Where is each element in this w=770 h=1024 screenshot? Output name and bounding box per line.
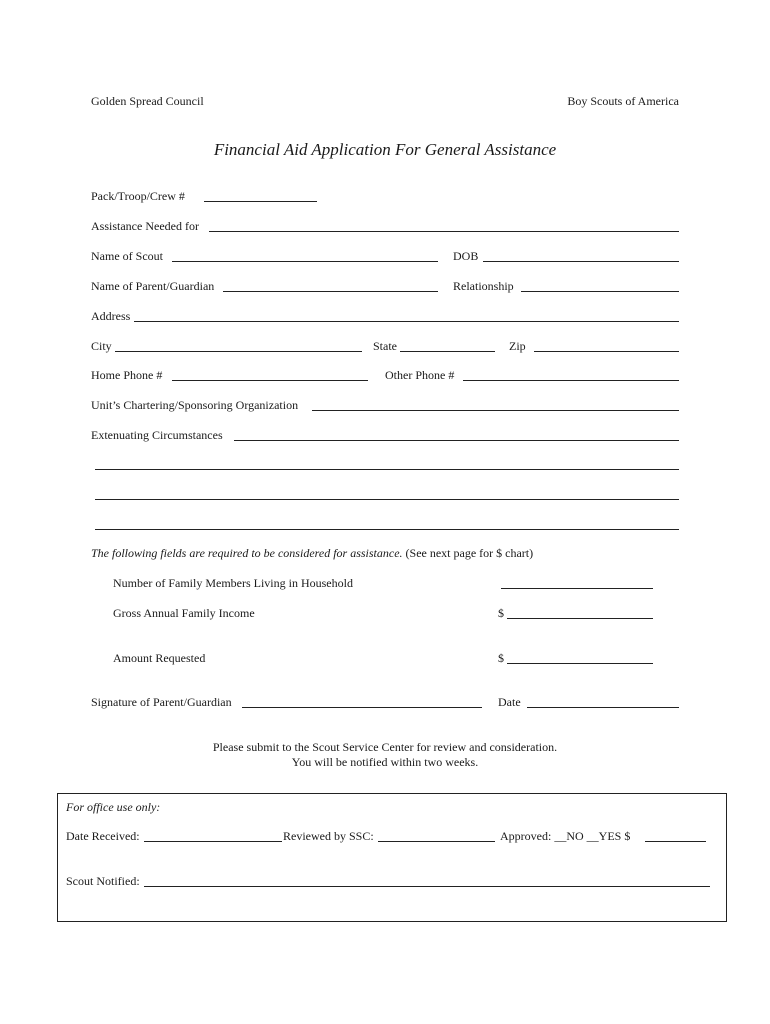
- city-input-line[interactable]: [115, 351, 362, 352]
- circumstances-input-line-4[interactable]: [95, 529, 679, 530]
- address-label: Address: [91, 309, 131, 323]
- pack-input-line[interactable]: [204, 201, 317, 202]
- other-phone-input-line[interactable]: [463, 380, 679, 381]
- address-input-line[interactable]: [134, 321, 679, 322]
- chartering-org-label: Unit’s Chartering/Sponsoring Organization: [91, 398, 299, 412]
- assistance-input-line[interactable]: [209, 231, 679, 232]
- state-input-line[interactable]: [400, 351, 495, 352]
- city-label: City: [91, 339, 112, 353]
- family-members-label: Number of Family Members Living in Household: [113, 576, 353, 590]
- required-note-italic: The following fields are required to be considered for assistance.: [91, 546, 403, 560]
- income-dollar-sign: $: [498, 606, 504, 620]
- chartering-org-input-line[interactable]: [312, 410, 679, 411]
- signature-label: Signature of Parent/Guardian: [91, 695, 232, 709]
- signature-date-input-line[interactable]: [527, 707, 679, 708]
- organization-name: Boy Scouts of America: [567, 94, 679, 108]
- date-received-label: Date Received:: [66, 829, 140, 843]
- zip-label: Zip: [509, 339, 526, 353]
- other-phone-label: Other Phone #: [385, 368, 455, 382]
- scout-name-input-line[interactable]: [172, 261, 438, 262]
- scout-name-label: Name of Scout: [91, 249, 163, 263]
- required-note: [91, 546, 533, 560]
- amount-label: Amount Requested: [113, 651, 206, 665]
- circumstances-input-line-1[interactable]: [234, 440, 679, 441]
- home-phone-label: Home Phone #: [91, 368, 163, 382]
- assistance-label: Assistance Needed for: [91, 219, 199, 233]
- dob-label: DOB: [453, 249, 479, 263]
- date-received-input-line[interactable]: [144, 841, 282, 842]
- page-title: Financial Aid Application For General Assistance: [213, 140, 557, 159]
- signature-input-line[interactable]: [242, 707, 482, 708]
- submit-instruction-1: Please submit to the Scout Service Center for review and consideration.: [212, 740, 558, 754]
- signature-date-label: Date: [498, 695, 521, 709]
- submit-instruction-2: You will be notified within two weeks.: [291, 755, 479, 769]
- circumstances-input-line-2[interactable]: [95, 469, 679, 470]
- council-name: Golden Spread Council: [91, 94, 204, 108]
- parent-name-label: Name of Parent/Guardian: [91, 279, 215, 293]
- circumstances-input-line-3[interactable]: [95, 499, 679, 500]
- approved-amount-input-line[interactable]: [645, 841, 706, 842]
- amount-dollar-sign: $: [498, 651, 504, 665]
- circumstances-label: Extenuating Circumstances: [91, 428, 223, 442]
- reviewed-by-input-line[interactable]: [378, 841, 495, 842]
- income-label: Gross Annual Family Income: [113, 606, 255, 620]
- dob-input-line[interactable]: [483, 261, 679, 262]
- amount-input-line[interactable]: [507, 663, 653, 664]
- pack-label: Pack/Troop/Crew #: [91, 189, 185, 203]
- parent-name-input-line[interactable]: [223, 291, 438, 292]
- reviewed-by-label: Reviewed by SSC:: [283, 829, 374, 843]
- approved-label: Approved: __NO __YES $: [500, 829, 631, 843]
- relationship-label: Relationship: [453, 279, 514, 293]
- family-members-input-line[interactable]: [501, 588, 653, 589]
- scout-notified-label: Scout Notified:: [66, 874, 140, 888]
- office-use-heading: For office use only:: [66, 800, 161, 814]
- zip-input-line[interactable]: [534, 351, 679, 352]
- relationship-input-line[interactable]: [521, 291, 679, 292]
- required-note-chart-ref: (See next page for $ chart): [402, 546, 534, 560]
- scout-notified-input-line[interactable]: [144, 886, 710, 887]
- state-label: State: [373, 339, 397, 353]
- home-phone-input-line[interactable]: [172, 380, 368, 381]
- income-input-line[interactable]: [507, 618, 653, 619]
